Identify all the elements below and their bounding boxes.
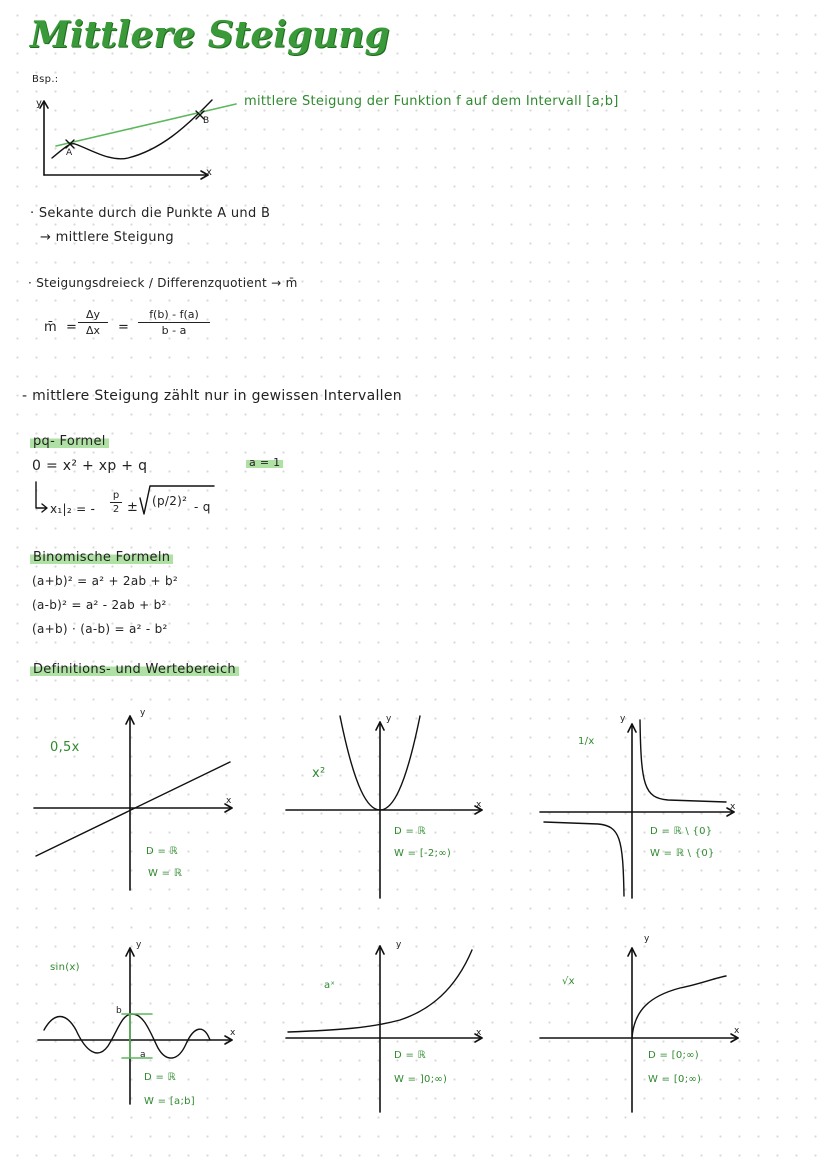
minus-q: - q: [194, 500, 211, 514]
f-numerator: f(b) - f(a): [149, 308, 199, 321]
graph-exponential-label: aˣ: [324, 980, 336, 991]
p-over-2: p 2: [110, 490, 122, 515]
equals-2: =: [118, 320, 130, 335]
sine-curve: [44, 1014, 210, 1058]
graph-hyperbola-d: D = ℝ \ {0}: [650, 826, 713, 837]
graph-sine-mark-a: a: [140, 1050, 146, 1060]
graph-exponential: [286, 946, 482, 1112]
sketch-x-label: x: [206, 167, 213, 178]
graph-sqrt-y: y: [644, 934, 650, 944]
interval-note: - mittlere Steigung zählt nur in gewissen Intervallen: [22, 388, 402, 404]
graph-sine-label: sin(x): [50, 962, 80, 973]
graph-parabola-y: y: [386, 714, 392, 724]
graph-hyperbola-x: x: [730, 802, 736, 812]
root-content: (p/2)²: [152, 494, 188, 508]
graph-parabola-d: D = ℝ: [394, 826, 426, 837]
example-label: Bsp.:: [32, 74, 59, 85]
secant-line-2: → mittlere Steigung: [40, 230, 174, 245]
graph-sqrt-d: D = [0;∞): [648, 1050, 700, 1061]
pq-solution-lhs: x₁|₂ = -: [50, 502, 96, 516]
pq-heading: pq- Formel: [30, 434, 109, 449]
graph-sqrt-x: x: [734, 1026, 740, 1036]
graph-sine-x: x: [230, 1028, 236, 1038]
graph-linear-d: D = ℝ: [146, 846, 178, 857]
pq-equation: 0 = x² + xp + q: [32, 458, 148, 474]
graph-sine-y: y: [136, 940, 142, 950]
graph-sine-mark-b: b: [116, 1006, 123, 1016]
graph-linear-x: x: [226, 796, 232, 806]
m-bar: m̄: [44, 320, 57, 335]
graph-linear-w: W = ℝ: [148, 868, 183, 879]
triangle-line: · Steigungsdreieck / Differenzquotient → m̄: [28, 276, 298, 290]
plus-minus: ±: [127, 500, 139, 515]
graph-exponential-y: y: [396, 940, 402, 950]
binom-formula-1: (a+b)² = a² + 2ab + b²: [32, 574, 179, 588]
hyperbola-branch-2: [544, 822, 624, 896]
point-a-label: A: [66, 148, 73, 158]
graph-linear-y: y: [140, 708, 146, 718]
binom-formula-3: (a+b) · (a-b) = a² - b²: [32, 622, 168, 636]
graph-sine-d: D = ℝ: [144, 1072, 176, 1083]
binom-heading: Binomische Formeln: [30, 550, 173, 565]
graph-sqrt-w: W = [0;∞): [648, 1074, 702, 1085]
graph-hyperbola-y: y: [620, 714, 626, 724]
linear-curve: [36, 762, 230, 856]
point-b-label: B: [203, 116, 210, 126]
domain-heading: Definitions- und Wertebereich: [30, 662, 239, 677]
example-caption: mittlere Steigung der Funktion f auf dem Intervall [a;b]: [244, 94, 619, 109]
graph-parabola-label: x²: [312, 766, 326, 781]
graph-linear-label: 0,5x: [50, 740, 80, 755]
graph-exponential-d: D = ℝ: [394, 1050, 426, 1061]
graph-sine-w: W = [a;b]: [144, 1096, 195, 1107]
binom-formula-2: (a-b)² = a² - 2ab + b²: [32, 598, 167, 612]
graph-parabola-w: W = [-2;∞): [394, 848, 452, 859]
graph-hyperbola-w: W = ℝ \ {0}: [650, 848, 715, 859]
sqrt-curve: [632, 976, 726, 1038]
hyperbola-branch-1: [640, 720, 726, 802]
graph-parabola: [286, 716, 482, 898]
dx: Δx: [85, 324, 101, 337]
equals-1: =: [66, 320, 78, 335]
graph-exponential-w: W = ]0;∞): [394, 1074, 448, 1085]
graph-sqrt-label: √x: [562, 976, 575, 987]
secant-line-1: · Sekante durch die Punkte A und B: [30, 206, 271, 221]
dy: Δy: [85, 308, 101, 321]
graph-hyperbola-label: 1/x: [578, 736, 595, 747]
page-title: Mittlere Steigung: [30, 14, 390, 56]
graph-hyperbola: [540, 720, 734, 898]
sketch-y-label: y: [36, 98, 43, 109]
a-equals-one: a = 1: [246, 456, 283, 469]
graph-sqrt: [540, 948, 738, 1112]
graph-parabola-x: x: [476, 800, 482, 810]
f-denominator: b - a: [161, 324, 187, 337]
graph-exponential-x: x: [476, 1028, 482, 1038]
